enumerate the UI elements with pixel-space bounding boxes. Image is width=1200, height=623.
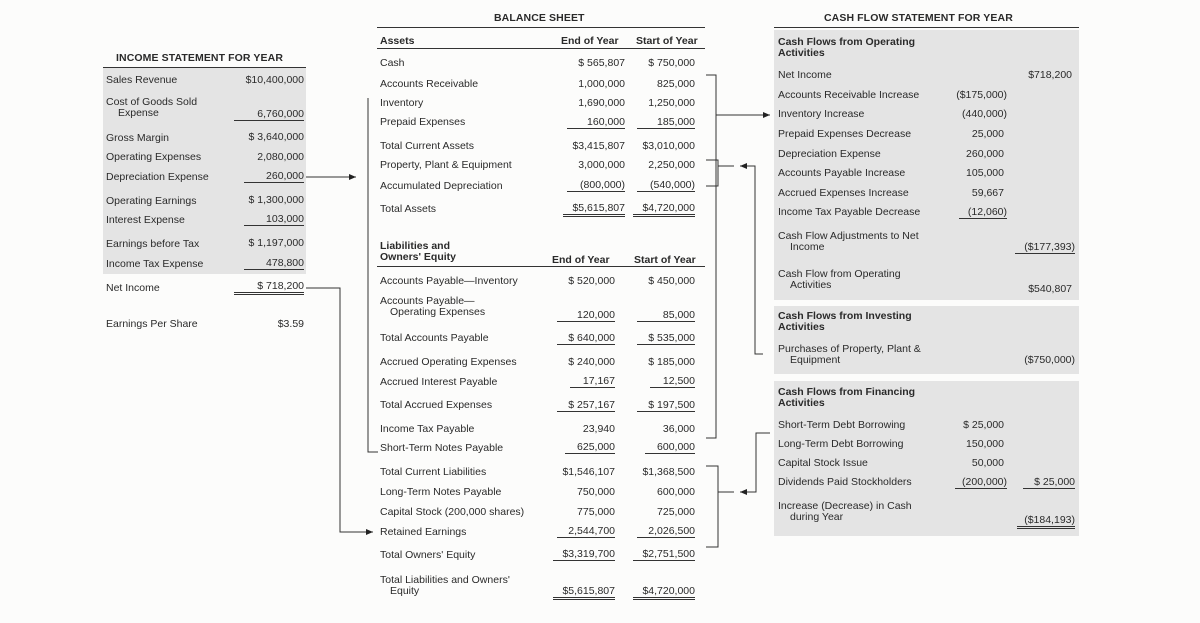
liab-label: Retained Earnings xyxy=(380,526,467,538)
asset-label: Total Current Assets xyxy=(380,140,474,152)
adj-label: Accounts Payable Increase xyxy=(778,167,906,179)
liab-label: Total Current Liabilities xyxy=(380,466,487,478)
income-label: Cost of Goods Sold xyxy=(106,96,198,108)
income-value: $3.59 xyxy=(277,318,304,330)
liab-end: 625,000 xyxy=(565,441,615,454)
asset-label: Inventory xyxy=(380,97,424,109)
liab-label: Total Owners' Equity xyxy=(380,549,476,561)
liab-end: $ 520,000 xyxy=(568,275,615,287)
liab-label: Total Accrued Expenses xyxy=(380,399,493,411)
adj-value: 260,000 xyxy=(966,148,1004,160)
asset-end: 1,000,000 xyxy=(578,78,625,90)
liab-end: 17,167 xyxy=(570,375,615,388)
income-label: Interest Expense xyxy=(106,214,185,226)
asset-start: $ 750,000 xyxy=(648,57,695,69)
income-title: INCOME STATEMENT FOR YEAR xyxy=(116,52,284,64)
liab-start: $2,751,500 xyxy=(633,548,695,561)
income-label: Earnings before Tax xyxy=(106,238,200,250)
income-label: Operating Expenses xyxy=(106,151,202,163)
liab-start: 725,000 xyxy=(657,506,695,518)
income-value: 2,080,000 xyxy=(257,151,304,163)
arrow-investing xyxy=(740,166,763,354)
fin-label: Long-Term Debt Borrowing xyxy=(778,438,904,450)
liab-end: 775,000 xyxy=(577,506,615,518)
op-total-label-cont: Activities xyxy=(790,279,832,291)
liab-start: $ 450,000 xyxy=(648,275,695,287)
asset-start: 1,250,000 xyxy=(648,97,695,109)
liab-heading-cont: Owners' Equity xyxy=(380,251,457,263)
arrow-financing xyxy=(740,433,770,492)
asset-start: 2,250,000 xyxy=(648,159,695,171)
net-change-label-cont: during Year xyxy=(790,511,844,523)
liab-col-start: Start of Year xyxy=(634,254,696,266)
liab-label: Total Accounts Payable xyxy=(380,332,489,344)
liab-label: Accrued Interest Payable xyxy=(380,376,498,388)
income-value: 6,760,000 xyxy=(234,108,304,121)
asset-start: (540,000) xyxy=(637,179,695,192)
liab-label: Short-Term Notes Payable xyxy=(380,442,504,454)
investing-value: ($750,000) xyxy=(1024,354,1075,366)
bracket-financing xyxy=(706,466,718,547)
liab-label: Accrued Operating Expenses xyxy=(380,356,517,368)
adj-total-value: ($177,393) xyxy=(1015,241,1075,254)
liab-start: $ 535,000 xyxy=(637,332,695,345)
investing-heading: Cash Flows from Investing xyxy=(778,310,912,322)
adj-label: Income Tax Payable Decrease xyxy=(778,206,921,218)
fin-total-value: $ 25,000 xyxy=(1023,476,1075,489)
bracket-left xyxy=(368,98,378,452)
bracket-operating xyxy=(706,75,716,438)
adj-label: Depreciation Expense xyxy=(778,148,881,160)
asset-label: Accounts Receivable xyxy=(380,78,479,90)
asset-end: $ 565,807 xyxy=(578,57,625,69)
fin-value: 150,000 xyxy=(966,438,1004,450)
investing-label-cont: Equipment xyxy=(790,354,841,366)
income-label: Sales Revenue xyxy=(106,74,178,86)
fin-value: 50,000 xyxy=(971,457,1004,469)
cashflow-title: CASH FLOW STATEMENT FOR YEAR xyxy=(824,12,1013,24)
liab-start: 600,000 xyxy=(645,441,695,454)
liab-label: Accounts Payable—Inventory xyxy=(380,275,518,287)
asset-label: Accumulated Depreciation xyxy=(380,180,503,192)
arrow-net-income xyxy=(306,288,373,532)
asset-start: $4,720,000 xyxy=(633,202,695,217)
liab-label: Total Liabilities and Owners' xyxy=(380,574,510,586)
col-start-of-year: Start of Year xyxy=(636,35,698,47)
adj-value: ($175,000) xyxy=(956,89,1007,101)
adj-value: (440,000) xyxy=(962,108,1007,120)
operating-heading-cont: Activities xyxy=(778,47,825,59)
financing-heading: Cash Flows from Financing xyxy=(778,386,916,398)
income-label: Income Tax Expense xyxy=(106,258,204,270)
asset-label: Cash xyxy=(380,57,405,69)
op-total-value: $540,807 xyxy=(1028,283,1072,295)
adj-value: 105,000 xyxy=(966,167,1004,179)
asset-end: $5,615,807 xyxy=(563,202,625,217)
adj-value: 59,667 xyxy=(971,187,1004,199)
liab-end: 750,000 xyxy=(577,486,615,498)
liab-label-cont: Operating Expenses xyxy=(390,306,486,318)
income-label-cont: Expense xyxy=(118,107,159,119)
income-value: 103,000 xyxy=(244,213,304,226)
asset-end: 1,690,000 xyxy=(578,97,625,109)
liab-start: 85,000 xyxy=(637,309,695,322)
liab-end: 2,544,700 xyxy=(557,525,615,538)
liab-end: $ 257,167 xyxy=(557,399,615,412)
liab-label: Long-Term Notes Payable xyxy=(380,486,502,498)
liab-label: Capital Stock (200,000 shares) xyxy=(380,506,525,518)
investing-heading-cont: Activities xyxy=(778,321,825,333)
net-change-label: Increase (Decrease) in Cash xyxy=(778,500,912,512)
income-value: 260,000 xyxy=(244,170,304,183)
income-value: $ 1,300,000 xyxy=(248,194,304,206)
asset-label: Prepaid Expenses xyxy=(380,116,466,128)
fin-label: Dividends Paid Stockholders xyxy=(778,476,912,488)
asset-label: Property, Plant & Equipment xyxy=(380,159,512,171)
income-value: $ 3,640,000 xyxy=(248,131,304,143)
assets-heading: Assets xyxy=(380,35,415,47)
fin-value: (200,000) xyxy=(955,476,1007,489)
liab-start: 600,000 xyxy=(657,486,695,498)
balance-title: BALANCE SHEET xyxy=(494,12,585,24)
liab-end: $3,319,700 xyxy=(553,548,615,561)
liab-end: $ 640,000 xyxy=(557,332,615,345)
adj-total-label: Cash Flow Adjustments to Net xyxy=(778,230,919,242)
liab-start: $ 185,000 xyxy=(648,356,695,368)
adj-label: Prepaid Expenses Decrease xyxy=(778,128,912,140)
net-income-label: Net Income xyxy=(778,69,832,81)
liab-start: 12,500 xyxy=(650,375,695,388)
asset-end: $3,415,807 xyxy=(572,140,625,152)
financing-heading-cont: Activities xyxy=(778,397,825,409)
income-value: $10,400,000 xyxy=(245,74,304,86)
liab-col-end: End of Year xyxy=(552,254,610,266)
adj-label: Accounts Receivable Increase xyxy=(778,89,920,101)
liab-label-cont: Equity xyxy=(390,585,420,597)
liab-end: 23,940 xyxy=(582,423,615,435)
liab-end: $1,546,107 xyxy=(562,466,615,478)
asset-label: Total Assets xyxy=(380,203,437,215)
asset-start: 825,000 xyxy=(657,78,695,90)
asset-end: (800,000) xyxy=(567,179,625,192)
investing-label: Purchases of Property, Plant & xyxy=(778,343,921,355)
fin-label: Short-Term Debt Borrowing xyxy=(778,419,906,431)
income-value: $ 718,200 xyxy=(234,280,304,295)
liab-start: $1,368,500 xyxy=(642,466,695,478)
asset-end: 160,000 xyxy=(567,116,625,129)
net-income-value: $718,200 xyxy=(1028,69,1072,81)
income-label: Operating Earnings xyxy=(106,195,197,207)
liab-start: $ 197,500 xyxy=(637,399,695,412)
adj-label: Accrued Expenses Increase xyxy=(778,187,909,199)
income-label: Net Income xyxy=(106,282,160,294)
liab-start: $4,720,000 xyxy=(633,585,695,600)
asset-start: 185,000 xyxy=(637,116,695,129)
income-value: $ 1,197,000 xyxy=(248,237,304,249)
net-change-value: ($184,193) xyxy=(1017,514,1075,529)
income-label: Gross Margin xyxy=(106,132,170,144)
operating-heading: Cash Flows from Operating xyxy=(778,36,916,48)
fin-value: $ 25,000 xyxy=(963,419,1004,431)
liab-label: Accounts Payable— xyxy=(380,295,475,307)
liab-label: Income Tax Payable xyxy=(380,423,475,435)
income-value: 478,800 xyxy=(244,257,304,270)
adj-value: 25,000 xyxy=(971,128,1004,140)
liab-end: 120,000 xyxy=(557,309,615,322)
asset-end: 3,000,000 xyxy=(578,159,625,171)
liab-end: $ 240,000 xyxy=(568,356,615,368)
liab-end: $5,615,807 xyxy=(553,585,615,600)
liab-heading: Liabilities and xyxy=(380,240,451,252)
col-end-of-year: End of Year xyxy=(561,35,619,47)
adj-value: (12,060) xyxy=(959,206,1007,219)
fin-label: Capital Stock Issue xyxy=(778,457,868,469)
asset-start: $3,010,000 xyxy=(642,140,695,152)
adj-label: Inventory Increase xyxy=(778,108,865,120)
op-total-label: Cash Flow from Operating xyxy=(778,268,901,280)
adj-total-label-cont: Income xyxy=(790,241,825,253)
income-label: Earnings Per Share xyxy=(106,318,198,330)
liab-start: 2,026,500 xyxy=(637,525,695,538)
liab-start: 36,000 xyxy=(662,423,695,435)
income-label: Depreciation Expense xyxy=(106,171,209,183)
